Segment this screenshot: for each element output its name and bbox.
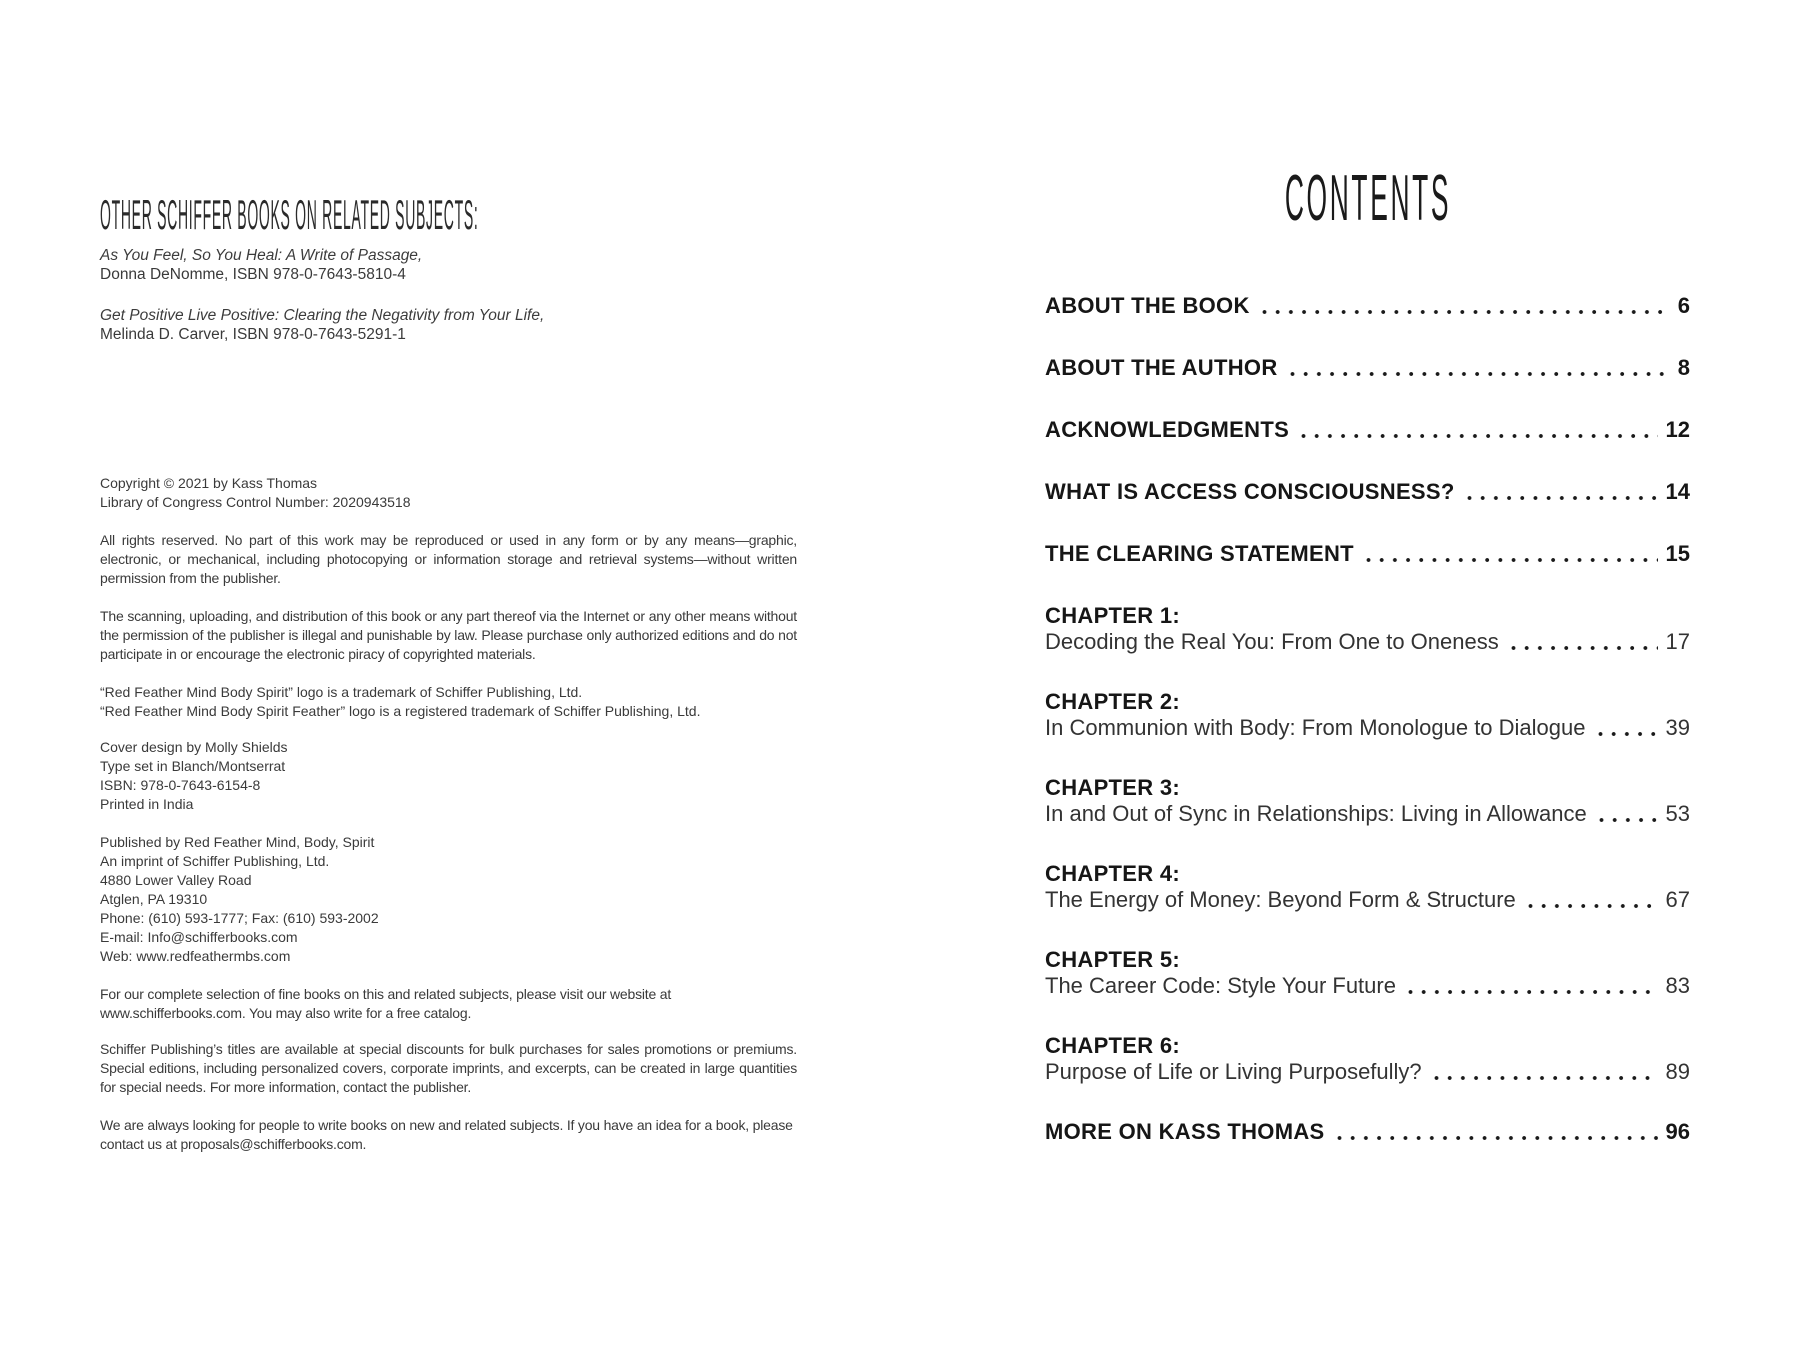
catalog-paragraph: For our complete selection of fine books on this and related subjects, please visit our website at www.schifferbooks.com. You may also write for a free catalog. (100, 986, 672, 1021)
related-book-author-isbn: Donna DeNomme, ISBN 978-0-7643-5810-4 (100, 266, 406, 283)
dot-leader (1524, 887, 1658, 913)
bulk-discount-paragraph: Schiffer Publishing’s titles are available at special discounts for bulk purchases for sales promotions or premiums. Special editions, including personalized covers, corporate imprints, and excerpts, can be created in large quantities for special needs. For more information, contact the publisher. (100, 1041, 797, 1095)
dot-leader (1430, 1059, 1658, 1085)
email-line: E-mail: Info@schifferbooks.com (100, 929, 298, 945)
toc-entry-page: 83 (1665, 973, 1690, 998)
toc-entry-page: 89 (1665, 1059, 1690, 1084)
dot-leader (1404, 973, 1658, 999)
trademark-line: “Red Feather Mind Body Spirit Feather” logo is a registered trademark of Schiffer Publishing, Ltd. (100, 703, 701, 719)
toc-entry-acknowledgments (1045, 417, 1690, 443)
copyright-page (100, 192, 797, 1154)
rights-paragraph: All rights reserved. No part of this work may be reproduced or used in any form or by any means—graphic, electronic, or mechanical, including photocopying or information storage and retrieval systems—without written permission from the publisher. (100, 532, 797, 586)
toc-entry-chapter-2 (1045, 689, 1690, 741)
toc-entry-chapter-1 (1045, 603, 1690, 655)
contents-page (1045, 161, 1690, 1181)
toc-entry-chapter-6 (1045, 1033, 1690, 1085)
dot-leader (1595, 801, 1658, 827)
lccn-line: Library of Congress Control Number: 2020943518 (100, 494, 411, 510)
production-block (100, 738, 797, 814)
toc-entry-page: 14 (1665, 479, 1690, 504)
dot-leader (1594, 715, 1658, 741)
chapter-title: Decoding the Real You: From One to Oneness (1045, 629, 1499, 654)
cover-design-line: Cover design by Molly Shields (100, 739, 288, 755)
related-book-author-isbn: Melinda D. Carver, ISBN 978-0-7643-5291-1 (100, 326, 406, 343)
chapter-heading: CHAPTER 2: (1045, 689, 1181, 714)
toc-entry-page: 67 (1665, 887, 1690, 912)
trademark-block (100, 683, 797, 721)
toc-entry-page: 8 (1677, 355, 1690, 380)
toc-entry-what-is-access-consciousness (1045, 479, 1690, 505)
chapter-heading: CHAPTER 4: (1045, 861, 1181, 886)
chapter-title: The Career Code: Style Your Future (1045, 973, 1396, 998)
toc-entry-page: 96 (1665, 1119, 1690, 1144)
dot-leader (1258, 293, 1670, 319)
chapter-heading: CHAPTER 5: (1045, 947, 1181, 972)
piracy-paragraph: The scanning, uploading, and distribution of this book or any part thereof via the Internet or any other means without the permission of the publisher is illegal and punishable by law. Please purchase only authorized editions and do not participate in or encourage the electronic piracy of copyrighted materials. (100, 608, 797, 662)
toc-entry-page: 39 (1665, 715, 1690, 740)
related-book-title: As You Feel, So You Heal: A Write of Passage, (100, 247, 423, 264)
dot-leader (1333, 1119, 1658, 1145)
toc-entry-page: 17 (1665, 629, 1690, 654)
toc-list (1045, 293, 1690, 1145)
chapter-heading: CHAPTER 1: (1045, 603, 1181, 628)
toc-entry-label: ACKNOWLEDGMENTS (1045, 417, 1290, 442)
chapter-heading: CHAPTER 3: (1045, 775, 1181, 800)
website-line: Web: www.redfeathermbs.com (100, 948, 291, 964)
chapter-title: In and Out of Sync in Relationships: Living in Allowance (1045, 801, 1587, 826)
isbn-line: ISBN: 978-0-7643-6154-8 (100, 777, 261, 793)
address-line: 4880 Lower Valley Road (100, 872, 252, 888)
chapter-title: In Communion with Body: From Monologue to Dialogue (1045, 715, 1586, 740)
dot-leader (1507, 629, 1658, 655)
dot-leader (1286, 355, 1670, 381)
toc-entry-label: ABOUT THE AUTHOR (1045, 355, 1278, 380)
toc-entry-about-the-book (1045, 293, 1690, 319)
dot-leader (1463, 479, 1658, 505)
proposals-paragraph: We are always looking for people to write books on new and related subjects. If you have an idea for a book, please contact us at proposals@schifferbooks.com. (100, 1117, 793, 1152)
toc-entry-label: MORE ON KASS THOMAS (1045, 1119, 1325, 1144)
typeset-line: Type set in Blanch/Montserrat (100, 758, 286, 774)
contents-title-text: CONTENTS (1284, 161, 1451, 235)
toc-entry-label: ABOUT THE BOOK (1045, 293, 1250, 318)
phone-fax-line: Phone: (610) 593-1777; Fax: (610) 593-2002 (100, 910, 379, 926)
toc-entry-more-on-kass-thomas (1045, 1119, 1690, 1145)
toc-entry-label: WHAT IS ACCESS CONSCIOUSNESS? (1045, 479, 1455, 504)
chapter-title: The Energy of Money: Beyond Form & Structure (1045, 887, 1516, 912)
contents-title (1045, 161, 1690, 235)
toc-entry-page: 6 (1677, 293, 1690, 318)
related-book-2 (100, 306, 797, 344)
toc-entry-about-the-author (1045, 355, 1690, 381)
publisher-block (100, 833, 797, 966)
toc-entry-chapter-3 (1045, 775, 1690, 827)
printed-line: Printed in India (100, 796, 194, 812)
dot-leader (1362, 541, 1658, 567)
dot-leader (1297, 417, 1657, 443)
related-book-1 (100, 246, 797, 284)
toc-entry-page: 12 (1665, 417, 1690, 442)
related-book-title: Get Positive Live Positive: Clearing the Negativity from Your Life, (100, 307, 545, 324)
chapter-title: Purpose of Life or Living Purposefully? (1045, 1059, 1422, 1084)
toc-entry-page: 15 (1665, 541, 1690, 566)
trademark-line: “Red Feather Mind Body Spirit” logo is a trademark of Schiffer Publishing, Ltd. (100, 684, 583, 700)
toc-entry-label: THE CLEARING STATEMENT (1045, 541, 1354, 566)
city-line: Atglen, PA 19310 (100, 891, 208, 907)
related-books-heading: OTHER SCHIFFER BOOKS ON RELATED SUBJECTS: (100, 192, 479, 239)
toc-entry-chapter-5 (1045, 947, 1690, 999)
chapter-heading: CHAPTER 6: (1045, 1033, 1181, 1058)
published-by-line: Published by Red Feather Mind, Body, Spirit (100, 834, 375, 850)
imprint-line: An imprint of Schiffer Publishing, Ltd. (100, 853, 330, 869)
toc-entry-chapter-4 (1045, 861, 1690, 913)
copyright-line: Copyright © 2021 by Kass Thomas (100, 475, 318, 491)
copyright-block (100, 474, 797, 512)
toc-entry-page: 53 (1665, 801, 1690, 826)
toc-entry-the-clearing-statement (1045, 541, 1690, 567)
